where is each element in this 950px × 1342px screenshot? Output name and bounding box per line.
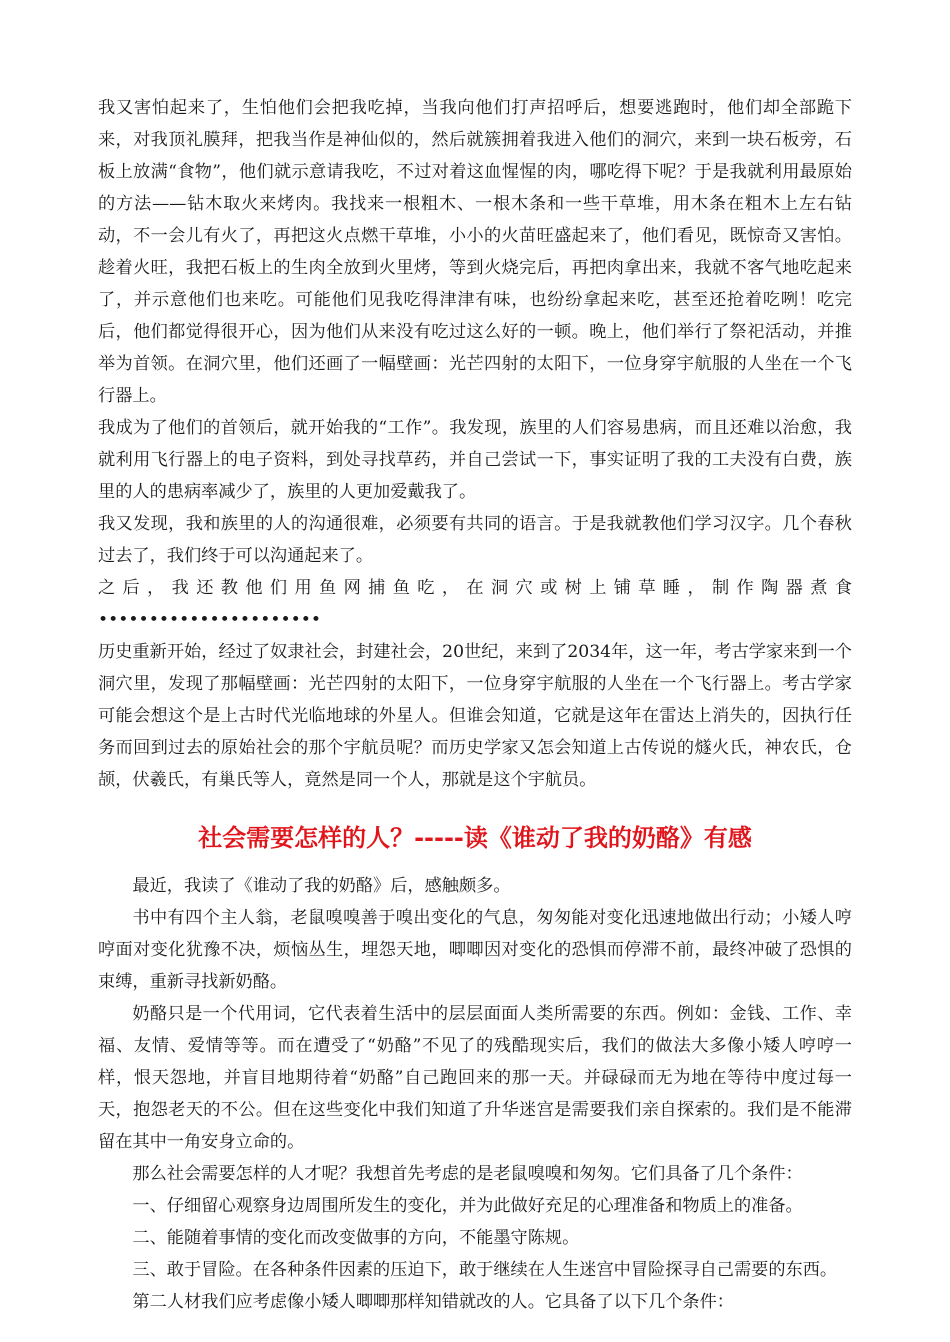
essay-section xyxy=(98,870,852,1318)
essay-paragraph-6: 二、能随着事情的变化而改变做事的方向，不能墨守陈规。 xyxy=(132,1228,580,1248)
story-paragraph-4: 之后，我还教他们用鱼网捕鱼吃，在洞穴或树上铺草睡，制作陶器煮食•••••••••••••••••••••• xyxy=(98,578,852,630)
story-paragraph-3: 我又发现，我和族里的人的沟通很难，必须要有共同的语言。于是我就教他们学习汉字。几个春秋过去了，我们终于可以沟通起来了。 xyxy=(98,514,852,566)
story-paragraph-5: 历史重新开始，经过了奴隶社会，封建社会，20世纪，来到了2034年，这一年，考古学家来到一个洞穴里，发现了那幅壁画：光芒四射的太阳下，一位身穿宇航服的人坐在一个飞行器上。考古学家可能会想这个是上古时代光临地球的外星人。但谁会知道，它就是这年在雷达上消失的，因执行任务而回到过去的原始社会的那个宇航员呢？而历史学家又怎会知道上古传说的燧火氏，神农氏，仓颉，伏羲氏，有巢氏等人，竟然是同一个人，那就是这个宇航员。 xyxy=(98,642,852,790)
essay-paragraph-3: 奶酪只是一个代用词，它代表着生活中的层层面面人类所需要的东西。例如：金钱、工作、幸福、友情、爱情等等。而在遭受了“奶酪”不见了的残酷现实后，我们的做法大多像小矮人哼哼一样，恨天怨地，并盲目地期待着“奶酪”自己跑回来的那一天。并碌碌而无为地在等待中度过每一天，抱怨老天的不公。但在这些变化中我们知道了升华迷宫是需要我们亲自探索的。我们是不能滞留在其中一角安身立命的。 xyxy=(98,1004,852,1152)
story-paragraph-2: 我成为了他们的首领后，就开始我的“工作”。我发现，族里的人们容易患病，而且还难以治愈，我就利用飞行器上的电子资料，到处寻找草药，并自己尝试一下，事实证明了我的工夫没有白费，族里的人的患病率减少了，族里的人更加爱戴我了。 xyxy=(98,418,852,502)
essay-paragraph-2: 书中有四个主人翁，老鼠嗅嗅善于嗅出变化的气息，匆匆能对变化迅速地做出行动；小矮人哼哼面对变化犹豫不决，烦恼丛生，埋怨天地，唧唧因对变化的恐惧而停滞不前，最终冲破了恐惧的束缚，重新寻找新奶酪。 xyxy=(98,908,852,992)
story-paragraph-1: 我又害怕起来了，生怕他们会把我吃掉，当我向他们打声招呼后，想要逃跑时，他们却全部跪下来，对我顶礼膜拜，把我当作是神仙似的，然后就簇拥着我进入他们的洞穴，来到一块石板旁，石板上放满“食物”，他们就示意请我吃，不过对着这血惺惺的肉，哪吃得下呢？于是我就利用最原始的方法——钻木取火来烤肉。我找来一根粗木、一根木条和一些干草堆，用木条在粗木上左右钻动，不一会儿有火了，再把这火点燃干草堆，小小的火苗旺盛起来了，他们看见，既惊奇又害怕。趁着火旺，我把石板上的生肉全放到火里烤，等到火烧完后，再把肉拿出来，我就不客气地吃起来了，并示意他们也来吃。可能他们见我吃得津津有味，也纷纷拿起来吃，甚至还抢着吃咧！吃完后，他们都觉得很开心，因为他们从来没有吃过这么好的一顿。晚上，他们举行了祭祀活动，并推举为首领。在洞穴里，他们还画了一幅壁画：光芒四射的太阳下，一位身穿宇航服的人坐在一个飞行器上。 xyxy=(98,98,852,406)
story-section xyxy=(98,92,852,796)
essay-paragraph-7: 三、敢于冒险。在各种条件因素的压迫下，敢于继续在人生迷宫中冒险探寻自己需要的东西。 xyxy=(132,1260,838,1280)
essay-paragraph-8: 第二人材我们应考虑像小矮人唧唧那样知错就改的人。它具备了以下几个条件： xyxy=(132,1292,734,1312)
essay-paragraph-1: 最近，我读了《谁动了我的奶酪》后，感触颇多。 xyxy=(132,876,511,896)
essay-paragraph-4: 那么社会需要怎样的人才呢？我想首先考虑的是老鼠嗅嗅和匆匆。它们具备了几个条件： xyxy=(132,1164,803,1184)
essay-paragraph-5: 一、仔细留心观察身边周围所发生的变化，并为此做好充足的心理准备和物质上的准备。 xyxy=(132,1196,803,1216)
essay-title: 社会需要怎样的人？-----读《谁动了我的奶酪》有感 xyxy=(198,824,752,852)
